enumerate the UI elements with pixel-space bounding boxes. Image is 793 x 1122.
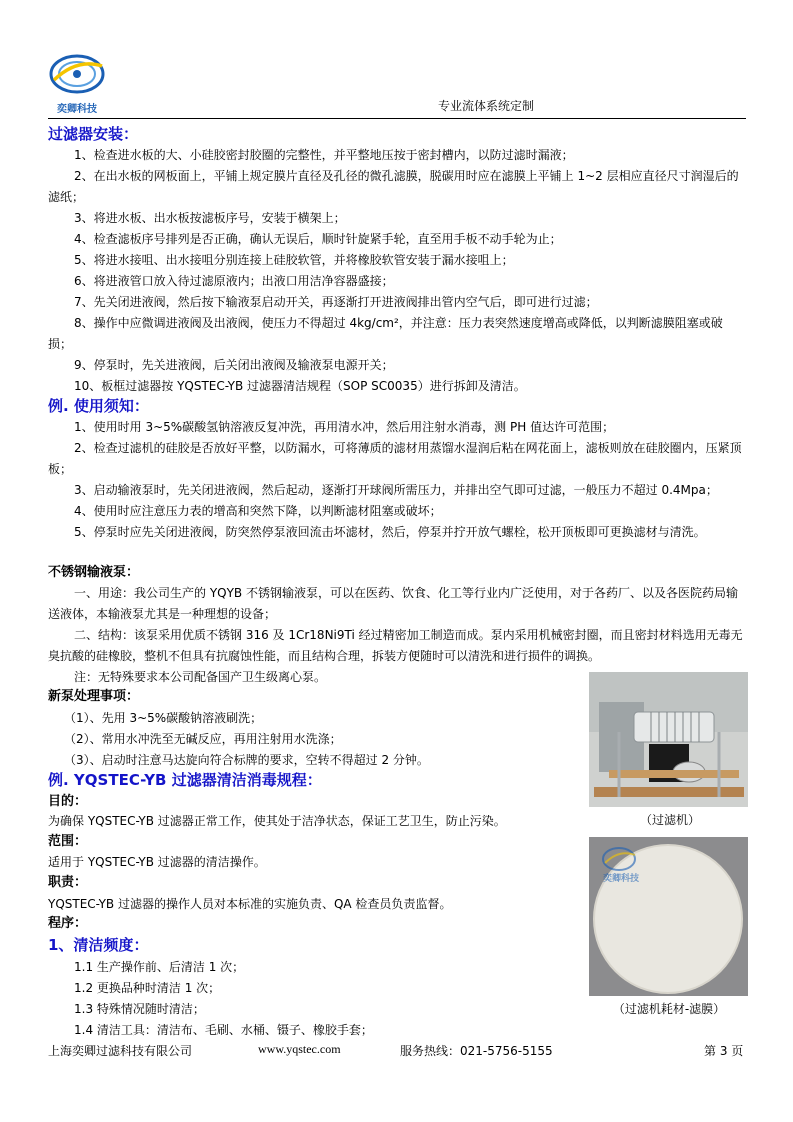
logo-globe-icon <box>48 50 106 98</box>
section-title-usage: 例. 使用须知： <box>48 397 149 415</box>
footer-website[interactable]: www.yqstec.com <box>258 1042 341 1056</box>
header-divider <box>48 118 746 119</box>
list-item: 2、在出水板的网板面上，平铺上规定膜片直径及孔径的微孔滤膜，脱碳用时应在滤膜上平铺上 1~2 层相应直径尺寸润湿后的滤纸； <box>48 169 739 204</box>
list-item: （3）、启动时注意马达旋向符合标牌的要求，空转不得超过 2 分钟。 <box>64 753 429 767</box>
machine-caption: （过滤机） <box>639 813 700 827</box>
subsection-title-frequency: 1、清洁频度： <box>48 936 149 954</box>
list-item: 3、将进水板、出水板按滤板序号，安装于横架上； <box>74 211 346 225</box>
header-tagline: 专业流体系统定制 <box>438 99 535 113</box>
list-item: （1）、先用 3~5%碳酸钠溶液刷洗； <box>64 711 263 725</box>
list-item: 1.1 生产操作前、后清洁 1 次； <box>74 960 245 974</box>
note-text: 注：无特殊要求本公司配备国产卫生级离心泵。 <box>74 670 327 684</box>
list-item: 8、操作中应微调进液阀及出液阀，使压力不得超过 4kg/cm²，并注意：压力表突然速度增高或降低，以判断滤膜阻塞或破损； <box>48 316 723 351</box>
membrane-watermark-logo: 奕卿科技 <box>603 874 640 884</box>
list-item: （2）、常用水冲洗至无碱反应，再用注射用水洗涤； <box>64 732 342 746</box>
list-item: 4、检查滤板序号排列是否正确，确认无误后，顺时针旋紧手轮，直至用手板不动手轮为止； <box>74 232 562 246</box>
list-item: 7、先关闭进液阀，然后按下输液泵启动开关，再逐渐打开进液阀排出管内空气后，即可进行过滤； <box>74 295 598 309</box>
purpose-text: 为确保 YQSTEC-YB 过滤器正常工作，使其处于洁净状态，保证工艺卫生，防止污染。 <box>48 814 506 828</box>
list-item: 5、将进水接咀、出水接咀分别连接上硅胶软管，并将橡胶软管安装于漏水接咀上； <box>74 253 514 267</box>
list-item: 二、结构：该泵采用优质不锈钢 316 及 1Cr18Ni9Ti 经过精密加工制造而成。泵内采用机械密封圈，而且密封材料选用无毒无臭抗酸的硅橡胶，整机不但具有抗腐蚀性能，而且结构合理，拆装方便随时可以清洗和进行损件的调换。 <box>48 628 743 663</box>
list-item: 1.2 更换品种时清洁 1 次； <box>74 981 221 995</box>
label-scope: 范围： <box>48 834 88 849</box>
scope-text: 适用于 YQSTEC-YB 过滤器的清洁操作。 <box>48 855 266 869</box>
section-title-cleaning: 例. YQSTEC-YB 过滤器清洁消毒规程： <box>48 771 322 789</box>
label-duty: 职责： <box>48 875 88 890</box>
footer-hotline: 服务热线：021-5756-5155 <box>400 1044 553 1058</box>
filter-membrane-photo <box>589 837 748 996</box>
section-title-installation: 过滤器安装： <box>48 125 139 143</box>
company-logo <box>48 50 106 115</box>
list-item: 1、使用时用 3~5%碳酸氢钠溶液反复冲洗，再用清水冲，然后用注射水消毒，测 PH 值达许可范围； <box>74 420 615 434</box>
section-title-pump: 不锈钢输液泵： <box>48 565 140 580</box>
label-procedure: 程序： <box>48 916 88 931</box>
list-item: 一、用途：我公司生产的 YQYB 不锈钢输液泵，可以在医药、饮食、化工等行业内广泛使用，对于各药厂、以及各医院药局输送液体，本输液泵尤其是一种理想的设备； <box>48 586 738 621</box>
list-item: 4、使用时应注意压力表的增高和突然下降，以判断滤材阻塞或破坏； <box>74 504 442 518</box>
filter-machine-photo <box>589 672 748 807</box>
logo-text: 奕卿科技 <box>57 104 97 115</box>
footer-page-number: 第 3 页 <box>704 1044 744 1058</box>
membrane-caption: （过滤机耗材-滤膜） <box>612 1002 726 1016</box>
section-title-new-pump: 新泵处理事项： <box>48 689 140 704</box>
list-item: 3、启动输液泵时，先关闭进液阀，然后起动，逐渐打开球阀所需压力，并排出空气即可过滤，一般压力不超过 0.4Mpa； <box>74 483 718 497</box>
list-item: 2、检查过滤机的硅胶是否放好平整，以防漏水，可将薄质的滤材用蒸馏水湿润后粘在网花面上，滤板则放在硅胶圈内，压紧顶板； <box>48 441 742 476</box>
footer-company: 上海奕卿过滤科技有限公司 <box>48 1044 193 1058</box>
list-item: 1、检查进水板的大、小硅胶密封胶圈的完整性，并平整地压按于密封槽内，以防过滤时漏液； <box>74 148 574 162</box>
list-item: 6、将进液管口放入待过滤原液内；出液口用洁净容器盛接； <box>74 274 394 288</box>
list-item: 9、停泵时，先关进液阀，后关闭出液阀及输液泵电源开关； <box>74 358 394 372</box>
list-item: 10、板框过滤器按 YQSTEC-YB 过滤器清洁规程（SOP SC0035）进行拆卸及清洁。 <box>74 379 526 393</box>
label-purpose: 目的： <box>48 794 88 809</box>
list-item: 1.3 特殊情况随时清洁； <box>74 1002 205 1016</box>
list-item: 5、停泵时应先关闭进液阀，防突然停泵液回流击坏滤材，然后，停泵并拧开放气螺栓，松开顶板即可更换滤材与清洗。 <box>74 525 706 539</box>
list-item: 1.4 清洁工具：清洁布、毛刷、水桶、镊子、橡胶手套； <box>74 1023 373 1037</box>
duty-text: YQSTEC-YB 过滤器的操作人员对本标准的实施负责、QA 检查员负责监督。 <box>48 897 452 911</box>
